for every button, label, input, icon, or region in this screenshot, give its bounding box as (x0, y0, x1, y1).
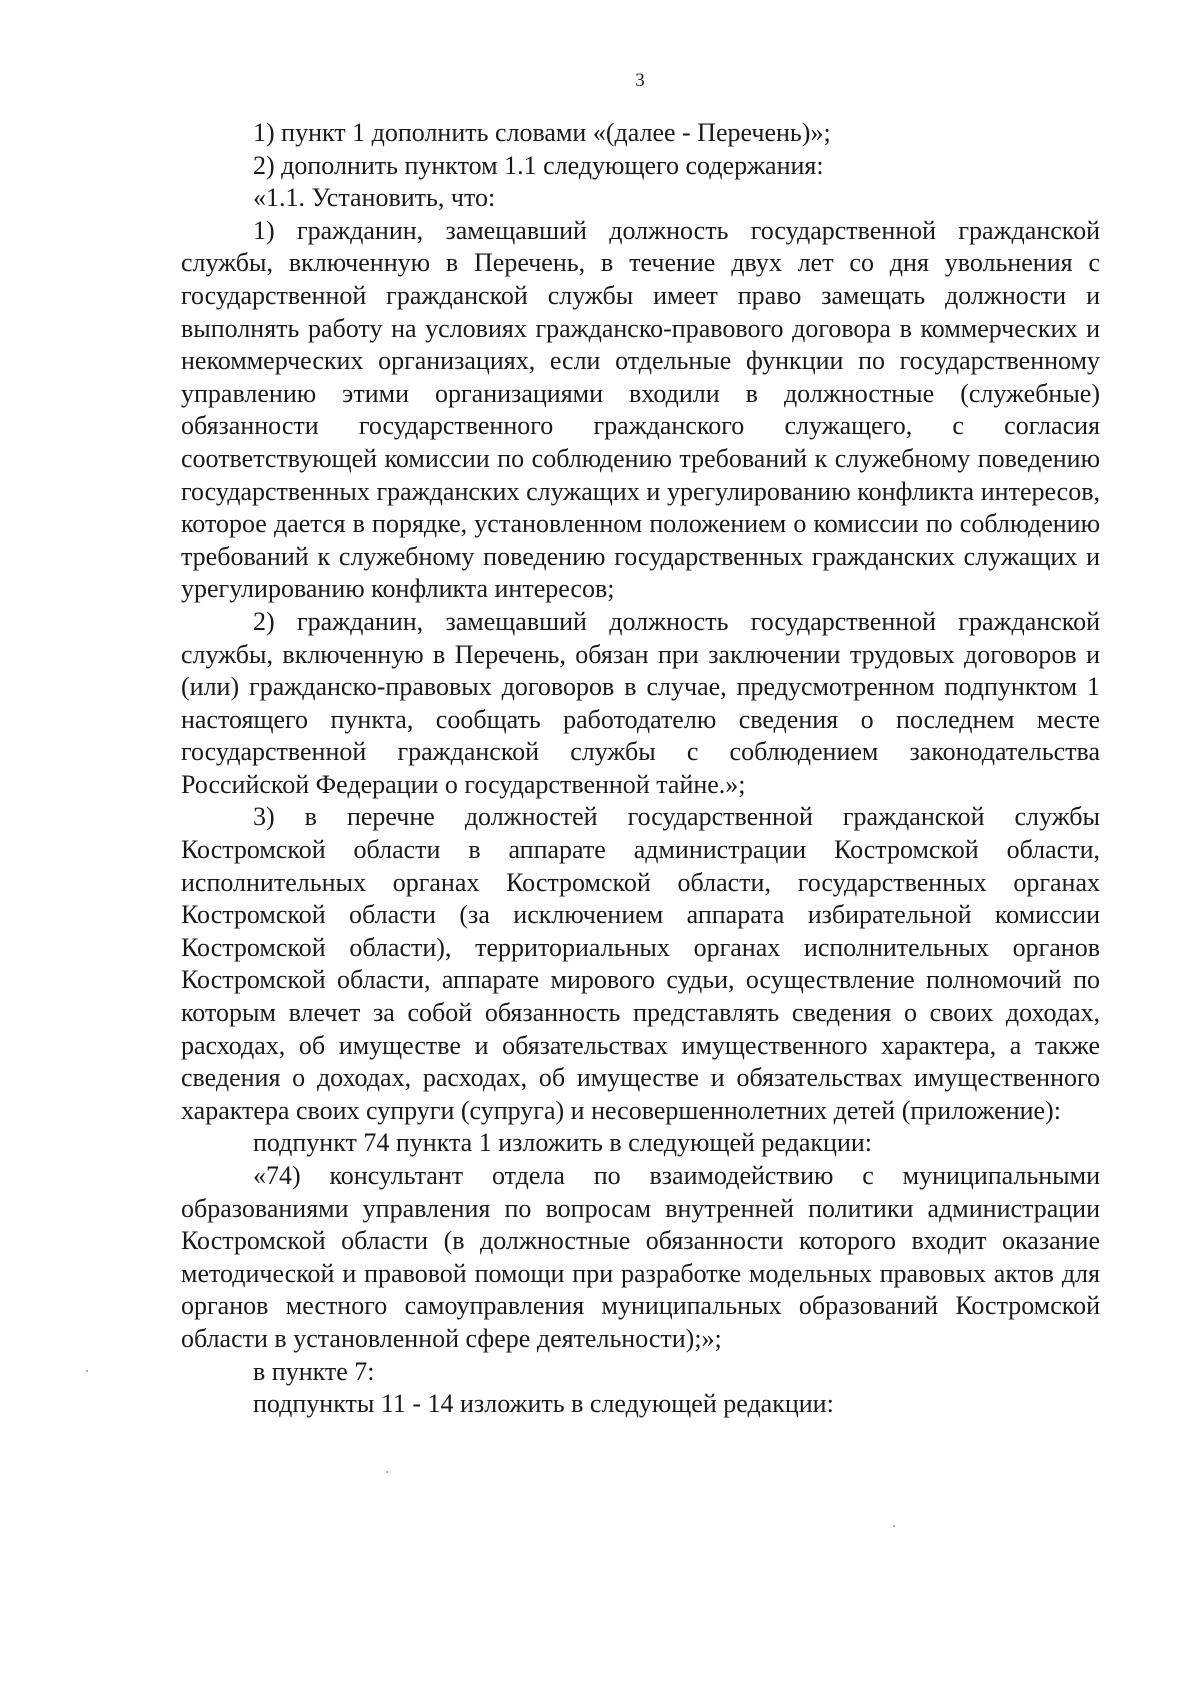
paragraph-amend-point-1: 1) пункт 1 дополнить словами «(далее - Перечень)»; (253, 118, 831, 147)
scan-speck (386, 1471, 388, 1473)
paragraph-subpoint-2: 2) гражданин, замещавший должность государственной гражданской службы, включенную в Перечень, обязан при заключении трудовых договоров и (или) гражданско-правовых договоров в случае, предусмотренном подпунктом 1 настоящего пункта, сообщать работодателю сведения о последнем месте государственной гражданской службы с соблюдением законодательства Российской Федерации о государственной тайне.»; (181, 606, 1100, 799)
paragraph-subpoint-1: 1) гражданин, замещавший должность государственной гражданской службы, включенную в Перечень, в течение двух лет со дня увольнения с государственной гражданской службы имеет право замещать должности и выполнять работу на условиях гражданско-правового договора в коммерческих и некоммерческих организациях, если отдельные функции по государственному управлению этими организациями входили в должностные (служебные) обязанности государственного гражданского служащего, с согласия соответствующей комиссии по соблюдению требований к служебному поведению государственных гражданских служащих и урегулированию конфликта интересов, которое дается в порядке, установленном положением о комиссии по соблюдению требований к служебному поведению государственных гражданских служащих и урегулированию конфликта интересов; (181, 215, 1100, 604)
paragraph-establish: «1.1. Установить, что: (253, 183, 496, 213)
paragraph-add-point-1-1: 2) дополнить пунктом 1.1 следующего содержания: (253, 150, 824, 180)
scan-speck (86, 1370, 88, 1372)
document-body (181, 117, 1100, 1421)
page-number: 3 (635, 70, 645, 91)
paragraph-subpoints-11-14: подпункты 11 - 14 изложить в следующей редакции: (253, 1389, 834, 1419)
paragraph-subpoint-74-intro: подпункт 74 пункта 1 изложить в следующей редакции: (253, 1128, 872, 1158)
paragraph-list-of-positions: 3) в перечне должностей государственной гражданской службы Костромской области в аппарате администрации Костромской области, исполнительных органах Костромской области, государственных органах Костромской области (за исключением аппарата избирательной комиссии Костромской области), территориальных органах исполнительных органов Костромской области, аппарате мирового судьи, осуществление полномочий по которым влечет за собой обязанность представлять сведения о своих доходах, расходах, об имуществе и обязательствах имущественного характера, а также сведения о доходах, расходах, об имуществе и обязательствах имущественного характера своих супруги (супруга) и несовершеннолетних детей (приложение): (181, 802, 1100, 1125)
paragraph-subpoint-74: «74) консультант отдела по взаимодействию с муниципальными образованиями управления по вопросам внутренней политики администрации Костромской области (в должностные обязанности которого входит оказание методической и правовой помощи при разработке модельных правовых актов для органов местного самоуправления муниципальных образований Костромской области в установленной сфере деятельности);»; (181, 1161, 1100, 1353)
scan-speck (893, 1525, 895, 1527)
paragraph-point-7: в пункте 7: (253, 1356, 375, 1386)
